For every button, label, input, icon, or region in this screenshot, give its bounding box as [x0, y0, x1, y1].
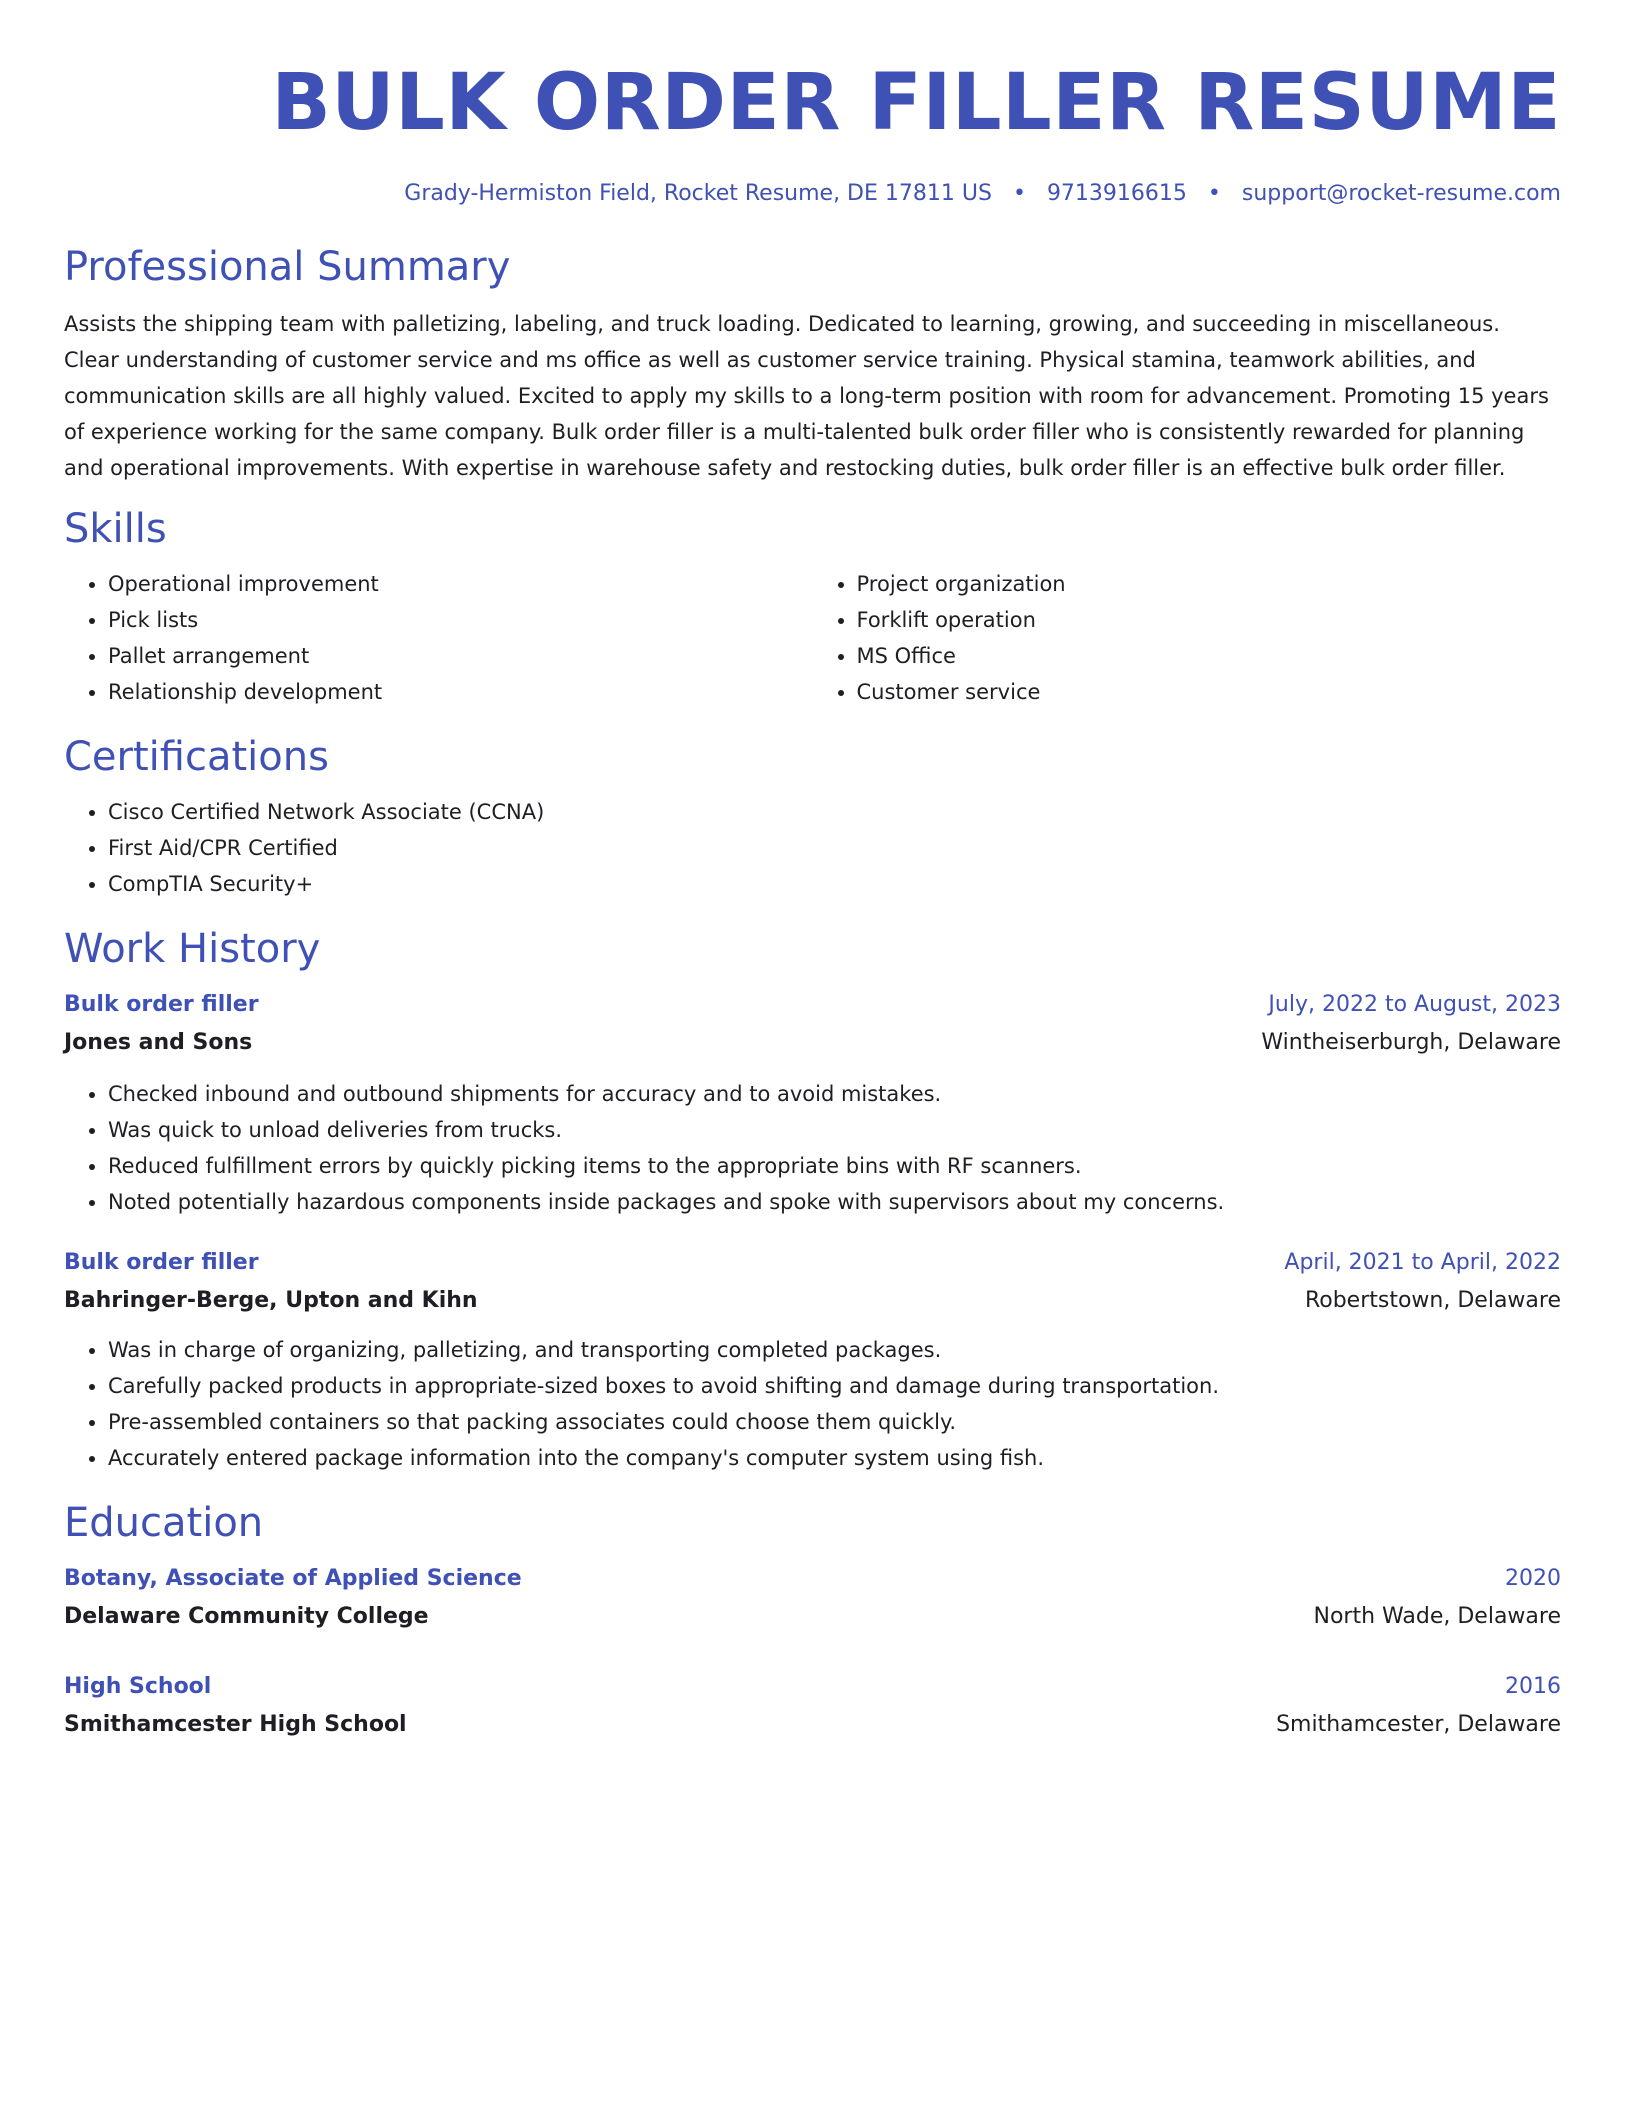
education-entry	[64, 1668, 1561, 1744]
job-title: Bulk order filler	[64, 1250, 259, 1275]
certification-item: • Cisco Certified Network Associate (CCNA)	[108, 794, 1561, 830]
job-bullet: • Was in charge of organizing, palletizing, and transporting completed packages.	[108, 1332, 1561, 1368]
job-bullet: • Reduced fulfillment errors by quickly picking items to the appropriate bins with RF scanners.	[108, 1148, 1561, 1184]
summary-section	[64, 242, 1561, 486]
contact-line	[64, 180, 1561, 208]
job-bullet: • Noted potentially hazardous components inside packages and spoke with supervisors about my concerns.	[108, 1184, 1561, 1220]
job-company-row	[64, 1024, 1561, 1062]
certifications-heading: Certifications	[64, 734, 329, 780]
contact-address: Grady-Hermiston Field, Rocket Resume, DE 17811 US	[404, 181, 992, 206]
job-bullet: • Carefully packed products in appropriate-sized boxes to avoid shifting and damage during transportation.	[108, 1368, 1561, 1404]
skills-list-left	[64, 566, 813, 710]
job-bullets	[64, 1332, 1561, 1476]
education-degree-row	[64, 1668, 1561, 1706]
summary-heading: Professional Summary	[64, 244, 511, 290]
skill-item: • Customer service	[857, 674, 1562, 710]
job-bullet: • Pre-assembled containers so that packing associates could choose them quickly.	[108, 1404, 1561, 1440]
resume-title: BULK ORDER FILLER RESUME	[271, 58, 1561, 148]
contact-email[interactable]: support@rocket-resume.com	[1241, 181, 1561, 206]
job-location: Robertstown, Delaware	[1304, 1288, 1561, 1313]
skills-heading: Skills	[64, 506, 167, 552]
job-dates: April, 2021 to April, 2022	[1284, 1250, 1561, 1275]
work-history-heading: Work History	[64, 926, 321, 972]
contact-separator: •	[1207, 181, 1221, 206]
education-heading: Education	[64, 1500, 264, 1546]
skill-item: • Project organization	[857, 566, 1562, 602]
education-degree-row	[64, 1560, 1561, 1598]
skills-section	[64, 504, 1561, 710]
education-school: Delaware Community College	[64, 1604, 429, 1629]
skill-item: • Relationship development	[108, 674, 813, 710]
certification-item: • First Aid/CPR Certified	[108, 830, 1561, 866]
skill-item: • MS Office	[857, 638, 1562, 674]
skills-grid	[64, 566, 1561, 710]
education-year: 2016	[1505, 1674, 1561, 1699]
job-bullet: • Was quick to unload deliveries from trucks.	[108, 1112, 1561, 1148]
job-entry	[64, 986, 1561, 1220]
job-company: Bahringer-Berge, Upton and Kihn	[64, 1288, 478, 1313]
education-entry	[64, 1560, 1561, 1636]
job-bullet: • Checked inbound and outbound shipments for accuracy and to avoid mistakes.	[108, 1076, 1561, 1112]
work-history-section	[64, 924, 1561, 1476]
job-location: Wintheiserburgh, Delaware	[1261, 1030, 1561, 1055]
education-degree: Botany, Associate of Applied Science	[64, 1566, 522, 1591]
resume-page	[64, 50, 1561, 1744]
job-company-row	[64, 1282, 1561, 1320]
job-title-row	[64, 986, 1561, 1024]
contact-phone: 9713916615	[1046, 181, 1187, 206]
job-dates: July, 2022 to August, 2023	[1268, 992, 1561, 1017]
certifications-section	[64, 732, 1561, 902]
job-entry	[64, 1244, 1561, 1476]
education-degree: High School	[64, 1674, 212, 1699]
certification-item: • CompTIA Security+	[108, 866, 1561, 902]
skill-item: • Forklift operation	[857, 602, 1562, 638]
skill-item: • Pallet arrangement	[108, 638, 813, 674]
education-location: Smithamcester, Delaware	[1276, 1712, 1561, 1737]
job-bullets	[64, 1076, 1561, 1220]
education-school-row	[64, 1598, 1561, 1636]
contact-separator: •	[1012, 181, 1026, 206]
certifications-list	[64, 794, 1561, 902]
job-title: Bulk order filler	[64, 992, 259, 1017]
skill-item: • Operational improvement	[108, 566, 813, 602]
summary-text: Assists the shipping team with palletizing, labeling, and truck loading. Dedicated to learning, growing, and succeeding in miscellaneous. Clear understanding of customer service and ms office as well as customer service training. Physical stamina, teamwork abilities, and communication skills are all highly valued. Excited to apply my skills to a long-term position with room for advancement. Promoting 15 years of experience working for the same company. Bulk order filler is a multi-talented bulk order filler who is consistently rewarded for planning and operational improvements. With expertise in warehouse safety and restocking duties, bulk order filler is an effective bulk order filler.	[64, 312, 1549, 480]
job-title-row	[64, 1244, 1561, 1282]
resume-header	[64, 50, 1561, 208]
job-company: Jones and Sons	[64, 1030, 253, 1055]
skill-item: • Pick lists	[108, 602, 813, 638]
job-bullet: • Accurately entered package information into the company's computer system using fish.	[108, 1440, 1561, 1476]
education-location: North Wade, Delaware	[1313, 1604, 1561, 1629]
education-school: Smithamcester High School	[64, 1712, 407, 1737]
education-year: 2020	[1505, 1566, 1561, 1591]
education-section	[64, 1498, 1561, 1744]
skills-list-right	[813, 566, 1562, 710]
education-school-row	[64, 1706, 1561, 1744]
